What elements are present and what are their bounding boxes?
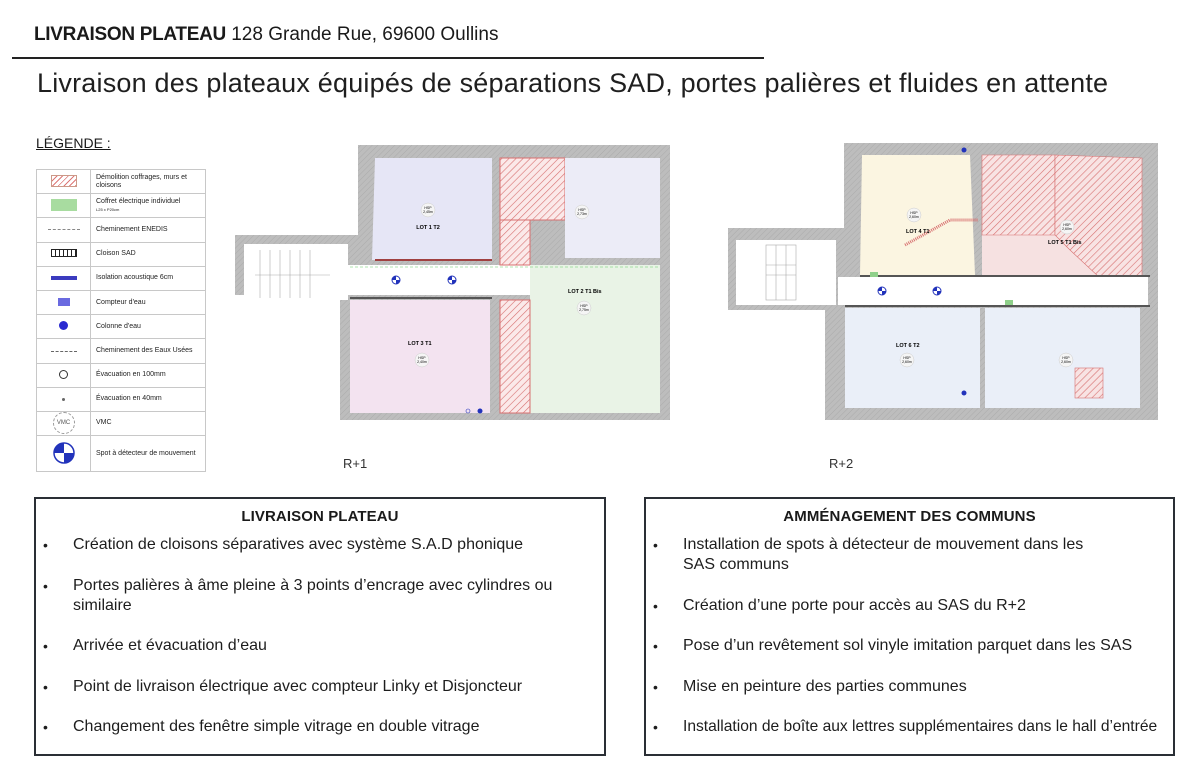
legend-label: Colonne d'eau [91,315,206,339]
legend-row [37,436,206,472]
water-column-icon [59,321,68,330]
svg-text:2,60m: 2,60m [1062,227,1072,231]
legend-label: Évacuation en 40mm [91,387,206,411]
svg-text:HSP: HSP [1062,356,1070,360]
legend-row [37,315,206,339]
lot-label: LOT 3 T1 [408,341,432,347]
motion-spot-icon [392,276,400,284]
wastewater-dashed-line-icon [51,351,77,352]
floor-plan-r1 [230,140,690,420]
legend-row [37,363,206,387]
drain-100mm-icon [59,370,68,379]
page-title: Livraison des plateaux équipés de séparations SAD, portes palières et fluides en attente [37,68,1109,98]
list-item: • Création d’une porte pour accès au SAS du R+2 [646,596,1173,616]
livraison-list [36,535,604,737]
svg-text:HSP: HSP [910,211,918,215]
motion-spot-icon [448,276,456,284]
legend-label: Isolation acoustique 6cm [91,266,206,290]
list-item: • Installation de boîte aux lettres supplémentaires dans le hall d’entrée [646,717,1173,737]
legend-label: VMC [91,411,206,435]
lot-label: LOT 4 T1 [906,229,930,235]
svg-text:2,60m: 2,60m [1061,360,1071,364]
legend-table [36,169,206,472]
livraison-plateau-box [34,497,606,756]
vmc-icon: VMC [53,412,75,434]
legend-label: Spot à détecteur de mouvement [91,436,206,472]
svg-text:HSP: HSP [580,304,588,308]
list-item: • Point de livraison électrique avec compteur Linky et Disjoncteur [36,677,604,697]
svg-text:2,60m: 2,60m [909,215,919,219]
motion-spot-icon [53,442,75,464]
plan-label-r1: R+1 [343,456,368,471]
water-meter-icon [58,298,70,306]
motion-spot-icon [933,287,941,295]
list-item: • Changement des fenêtre simple vitrage en double vitrage [36,717,604,737]
svg-text:HSP: HSP [1063,223,1071,227]
svg-text:HSP: HSP [418,356,426,360]
list-item: • Mise en peinture des parties communes [646,677,1173,697]
list-item: • Arrivée et évacuation d’eau [36,636,604,656]
legend-label: Démolition coffrages, murs et cloisons [91,170,206,194]
legend-title: LÉGENDE : [36,135,111,151]
legend-row [37,170,206,194]
list-item: • Pose d’un revêtement sol vinyle imitation parquet dans les SAS [646,636,1173,656]
legend-label: Coffret électrique individuel [96,197,181,205]
header-address: 128 Grande Rue, 69600 Oullins [231,24,499,45]
svg-text:HSP: HSP [578,208,586,212]
lot-label: LOT 1 T2 [416,225,440,231]
communs-box [644,497,1175,756]
legend-row [37,194,206,218]
legend-label: Cheminement des Eaux Usées [91,339,206,363]
legend-row [37,411,206,435]
svg-text:2,60m: 2,60m [902,360,912,364]
svg-text:2,40m: 2,40m [417,360,427,364]
legend-label: Évacuation en 100mm [91,363,206,387]
acoustic-insulation-icon [51,276,77,280]
legend-label: Compteur d'eau [91,290,206,314]
lot-label: LOT 2 T1 Bis [568,289,602,295]
communs-list [646,535,1173,737]
plan-label-r2: R+2 [829,456,854,471]
sad-partition-icon [51,249,77,257]
document-header [34,24,498,46]
drain-40mm-icon [62,398,65,401]
header-title: LIVRAISON PLATEAU [34,24,226,45]
legend-row [37,242,206,266]
list-item: • Installation de spots à détecteur de mouvement dans les SAS communs [646,535,1173,575]
legend-row [37,387,206,411]
svg-text:2,45m: 2,45m [423,210,433,214]
list-item: • Portes palières à âme pleine à 3 points d’encrage avec cylindres ou similaire [36,576,604,616]
legend-label: Cloison SAD [91,242,206,266]
svg-text:2,73m: 2,73m [577,212,587,216]
svg-text:2,75m: 2,75m [579,308,589,312]
svg-text:HSP: HSP [903,356,911,360]
legend-row [37,266,206,290]
header-divider [12,57,764,59]
lot-2-area [530,265,660,413]
legend-row [37,218,206,242]
lot-label: LOT 5 T1 Bis [1048,240,1082,246]
list-item: • Création de cloisons séparatives avec système S.A.D phonique [36,535,604,555]
motion-spot-icon [878,287,886,295]
enedis-dashed-line-icon [48,229,80,230]
svg-text:HSP: HSP [424,206,432,210]
demolition-hatch-icon [51,175,77,187]
legend-row [37,339,206,363]
legend-sublabel: L25 x P20cm [96,206,120,212]
lot-label: LOT 6 T2 [896,343,920,349]
legend-row [37,290,206,314]
box-title: AMMÉNAGEMENT DES COMMUNS [783,508,1036,525]
box-title: LIVRAISON PLATEAU [241,508,399,525]
legend-label: Cheminement ENEDIS [91,218,206,242]
electrical-box-icon [51,199,77,211]
floor-plan-r2 [720,140,1165,425]
